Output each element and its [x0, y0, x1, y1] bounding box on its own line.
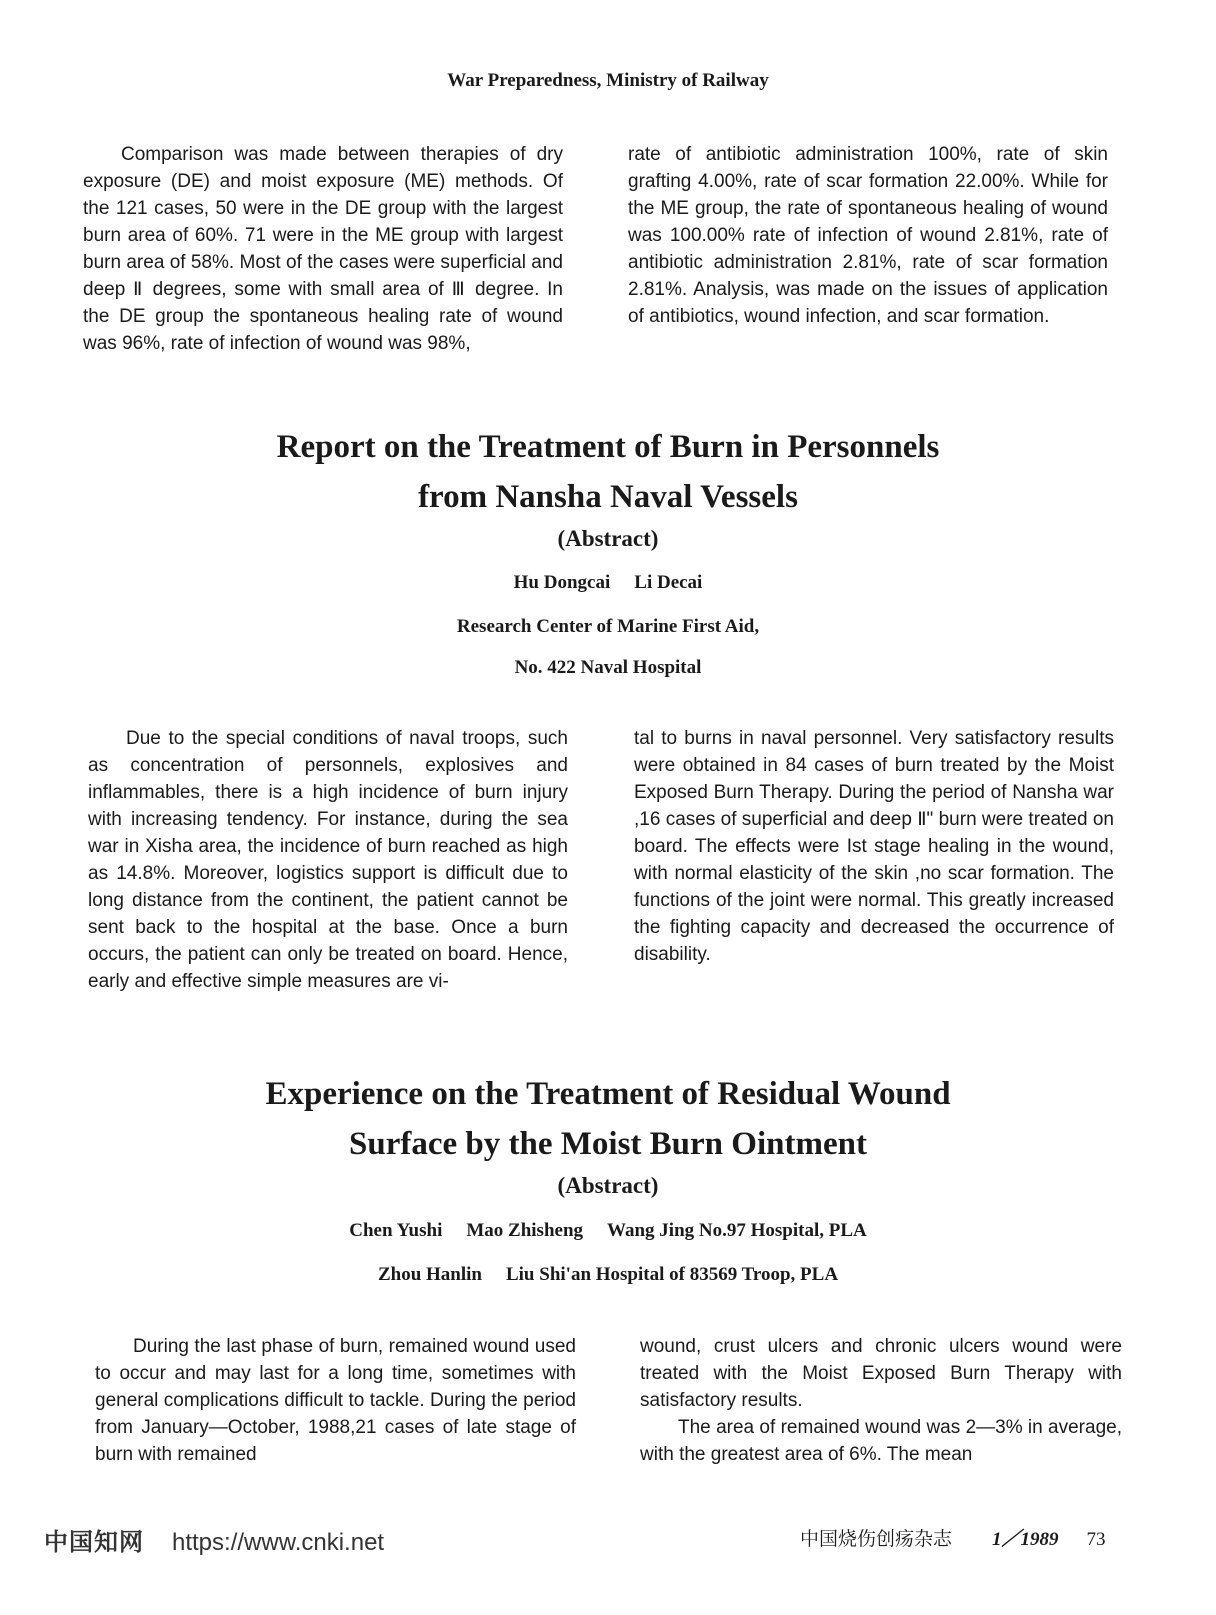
article1-right-text: tal to burns in naval personnel. Very satisfactory results were obtained in 84 cases of burn treated by the Moist Exposed Burn Therapy. During the period of Nansha war ,16 cases of superficial and deep Ⅱ" burn were treated on board. The effects were Ist stage healing in the wound, with normal elasticity of the skin ,no scar formation. The functions of the joint were normal. This greatly increased the fighting capacity and decreased the occurrence of disability. — [634, 728, 1114, 965]
page-number: 73 — [1086, 1529, 1106, 1550]
article2-title-line2: Surface by the Moist Burn Ointment — [349, 1126, 867, 1162]
article2-title-line1: Experience on the Treatment of Residual Wound — [265, 1076, 951, 1112]
article1-author: Li Decai — [634, 572, 703, 593]
article1-author: Hu Dongcai — [513, 572, 611, 593]
article2-author-affiliation: Liu Shi'an Hospital of 83569 Troop, PLA — [505, 1264, 839, 1285]
article2-left-column — [95, 1333, 576, 1468]
article2-author: Mao Zhisheng — [466, 1220, 584, 1241]
article2-left-text: During the last phase of burn, remained wound used to occur and may last for a long time, sometimes with general complications difficult to tackle. During the period from January—October, 1988,21 cases of late stage of burn with remained — [95, 1336, 576, 1465]
intro-left-text: Comparison was made between therapies of dry exposure (DE) and moist exposure (ME) methods. Of the 121 cases, 50 were in the DE group with the largest burn area of 60%. 71 were in the ME group with largest burn area of 58%. Most of the cases were superficial and deep Ⅱ degrees, some with small area of Ⅲ degree. In the DE group the spontaneous healing rate of wound was 96%, rate of infection of wound was 98%, — [83, 144, 563, 354]
article2-author-affiliation: Wang Jing No.97 Hospital, PLA — [607, 1220, 867, 1241]
article2-right-text-2: The area of remained wound was 2—3% in average, with the greatest area of 6%. The mean — [640, 1417, 1122, 1465]
article2-right-text-1: wound, crust ulcers and chronic ulcers wound were treated with the Moist Exposed Burn Therapy with satisfactory results. — [640, 1336, 1122, 1411]
page-footer — [800, 1524, 1106, 1551]
article1-title-line1: Report on the Treatment of Burn in Personnels — [276, 429, 940, 465]
article2-author: Zhou Hanlin — [377, 1264, 482, 1285]
article2-authors-line1 — [0, 1220, 1216, 1242]
article1-affiliation: Research Center of Marine First Aid, — [456, 616, 760, 637]
article1-authors — [0, 572, 1216, 594]
article1-left-column — [88, 725, 568, 995]
article1-right-column — [634, 725, 1114, 968]
intro-left-column — [83, 141, 563, 357]
watermark — [44, 1522, 384, 1557]
article1-hospital: No. 422 Naval Hospital — [514, 657, 702, 678]
running-header: War Preparedness, Ministry of Railway — [447, 70, 769, 91]
article2-title — [0, 1069, 1216, 1169]
article1-title — [0, 422, 1216, 522]
article1-title-line2: from Nansha Naval Vessels — [418, 479, 798, 515]
article2-subtitle: (Abstract) — [557, 1173, 659, 1198]
article1-subtitle: (Abstract) — [557, 526, 659, 551]
article2-authors-line2 — [0, 1264, 1216, 1286]
journal-name: 中国烧伤创疡杂志 — [800, 1529, 953, 1550]
issue-number: 1／1989 — [992, 1529, 1059, 1550]
article1-left-text: Due to the special conditions of naval troops, such as concentration of personnels, explosives and inflammables, there is a high incidence of burn injury with increasing tendency. For instance, during the sea war in Xisha area, the incidence of burn reached as high as 14.8%. Moreover, logistics support is difficult due to long distance from the continent, the patient cannot be sent back to the hospital at the base. Once a burn occurs, the patient can only be treated on board. Hence, early and effective simple measures are vi- — [88, 728, 568, 992]
watermark-url: https://www.cnki.net — [172, 1529, 385, 1556]
watermark-site-name: 中国知网 — [44, 1529, 144, 1556]
article2-author: Chen Yushi — [349, 1220, 443, 1241]
intro-right-column — [628, 141, 1108, 330]
article2-right-column — [640, 1333, 1122, 1468]
intro-right-text: rate of antibiotic administration 100%, rate of skin grafting 4.00%, rate of scar formation 22.00%. While for the ME group, the rate of spontaneous healing of wound was 100.00% rate of infection of wound 2.81%, rate of antibiotic administration 2.81%, rate of scar formation 2.81%. Analysis, was made on the issues of application of antibiotics, wound infection, and scar formation. — [628, 144, 1108, 327]
